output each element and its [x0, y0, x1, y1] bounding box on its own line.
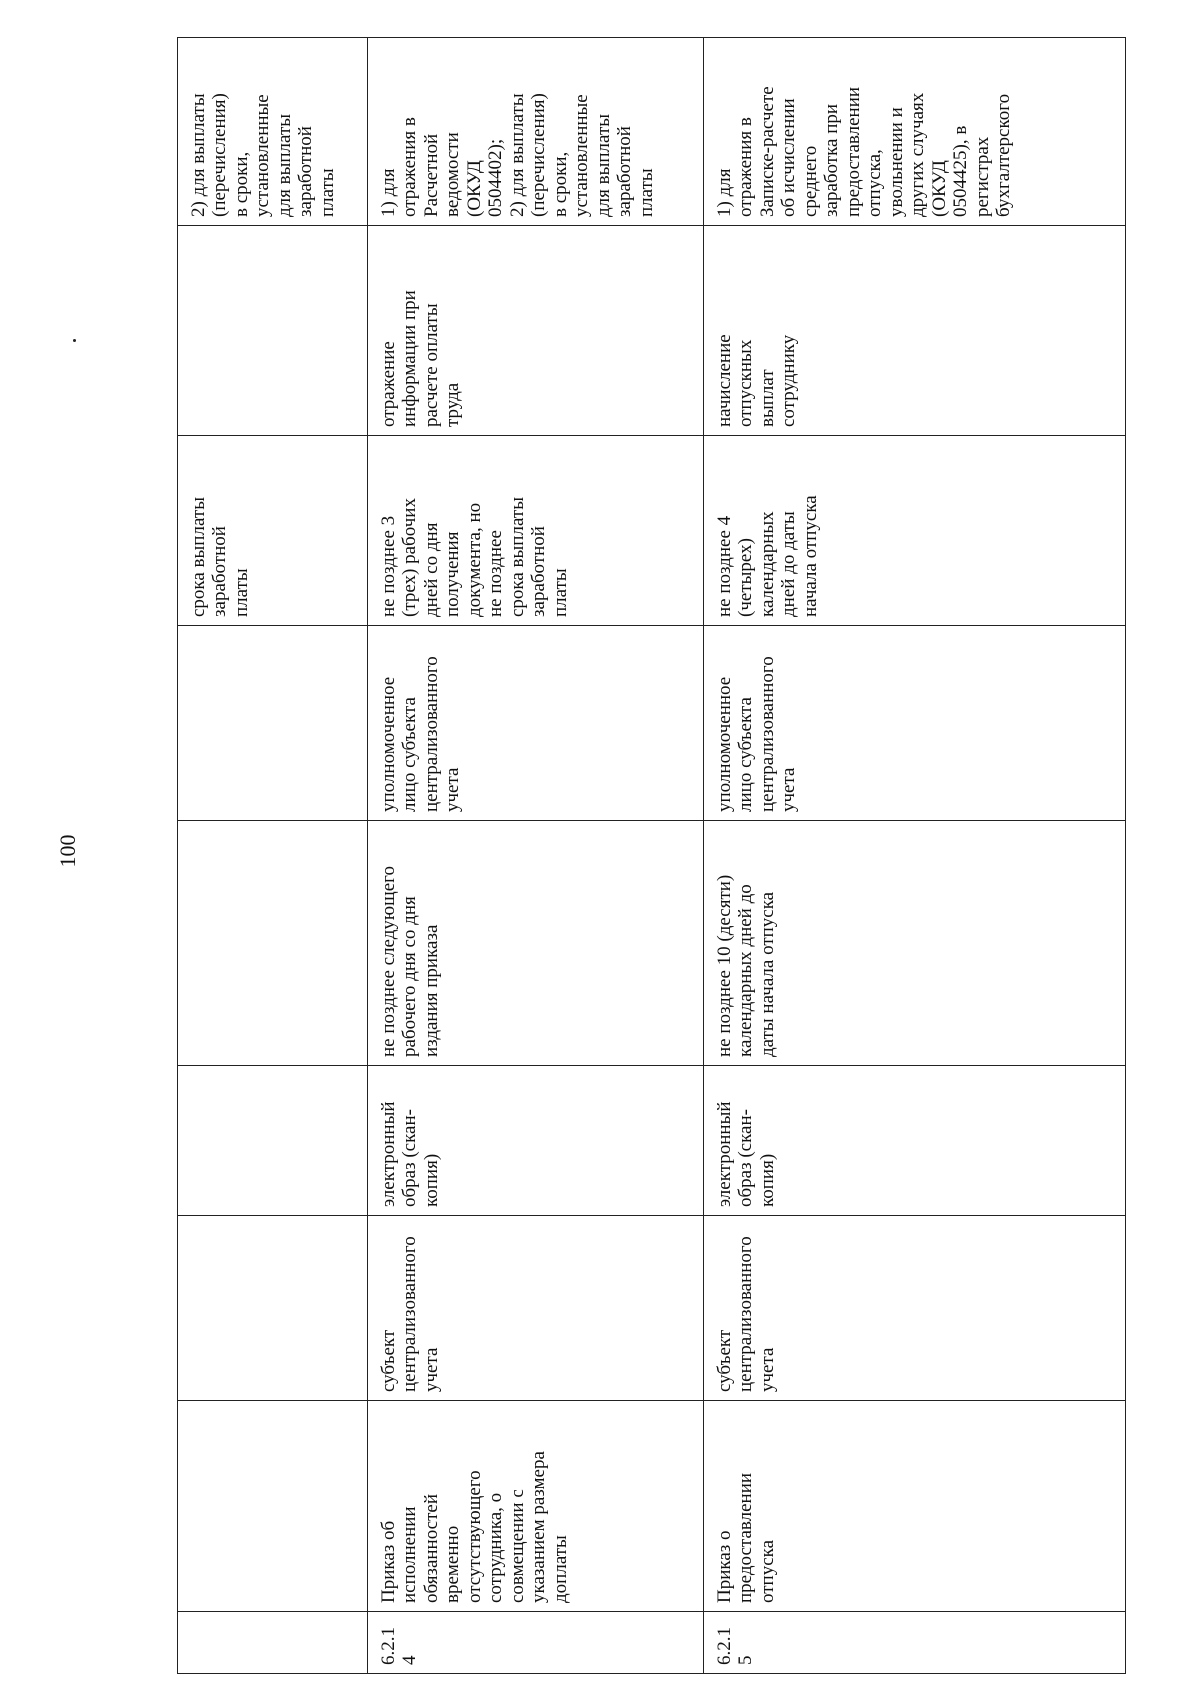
cell-recipient: уполномоченное лицо субъекта централизованного учета: [368, 626, 704, 821]
cell-document: [178, 1401, 368, 1612]
table-row-continuation: [178, 38, 368, 1674]
cell-processing-deadline: не позднее 4 (четырех) календарных дней до даты начала отпуска: [704, 436, 1126, 626]
table-row-6-2-14: [368, 38, 704, 1674]
cell-format: [178, 1066, 368, 1216]
cell-document: Приказ об исполнении обязанностей временно отсутствующего сотрудника, о совмещении с указанием размера доплаты: [368, 1401, 704, 1612]
cell-purpose: 1) для отражения в Расчетной ведомости (ОКУД 0504402); 2) для выплаты (перечисления) в сроки, установленные для выплаты заработной платы: [368, 38, 704, 226]
cell-purpose: 1) для отражения в Записке-расчете об исчислении среднего заработка при предоставлении отпуска, увольнении и других случаях (ОКУД 0504425), в регистрах бухгалтерского: [704, 38, 1126, 226]
cell-creator: субъект централизованного учета: [368, 1216, 704, 1401]
scan-speck: [73, 339, 76, 342]
cell-number: 6.2.14: [368, 1612, 704, 1674]
cell-creator: субъект централизованного учета: [704, 1216, 1126, 1401]
cell-submission-deadline: [178, 821, 368, 1066]
cell-processing-deadline: не позднее 3 (трех) рабочих дней со дня получения документа, но не позднее срока выплаты заработной платы: [368, 436, 704, 626]
cell-recipient: уполномоченное лицо субъекта централизованного учета: [704, 626, 1126, 821]
cell-submission-deadline: не позднее следующего рабочего дня со дня издания приказа: [368, 821, 704, 1066]
cell-number: 6.2.15: [704, 1612, 1126, 1674]
cell-action: начисление отпускных выплат сотруднику: [704, 226, 1126, 436]
cell-creator: [178, 1216, 368, 1401]
cell-submission-deadline: не позднее 10 (десяти) календарных дней до даты начала отпуска: [704, 821, 1126, 1066]
cell-document: Приказ о предоставлении отпуска: [704, 1401, 1126, 1612]
cell-action: отражение информации при расчете оплаты труда: [368, 226, 704, 436]
cell-format: электронный образ (скан- копия): [704, 1066, 1126, 1216]
document-table: [177, 37, 1126, 1674]
cell-format: электронный образ (скан- копия): [368, 1066, 704, 1216]
table-row-6-2-15: [704, 38, 1126, 1674]
cell-purpose: 2) для выплаты (перечисления) в сроки, установленные для выплаты заработной платы: [178, 38, 368, 226]
cell-recipient: [178, 626, 368, 821]
rotated-table-container: [177, 38, 1125, 1674]
cell-action: [178, 226, 368, 436]
cell-processing-deadline: срока выплаты заработной платы: [178, 436, 368, 626]
cell-number: [178, 1612, 368, 1674]
page-number: 100: [55, 834, 80, 868]
